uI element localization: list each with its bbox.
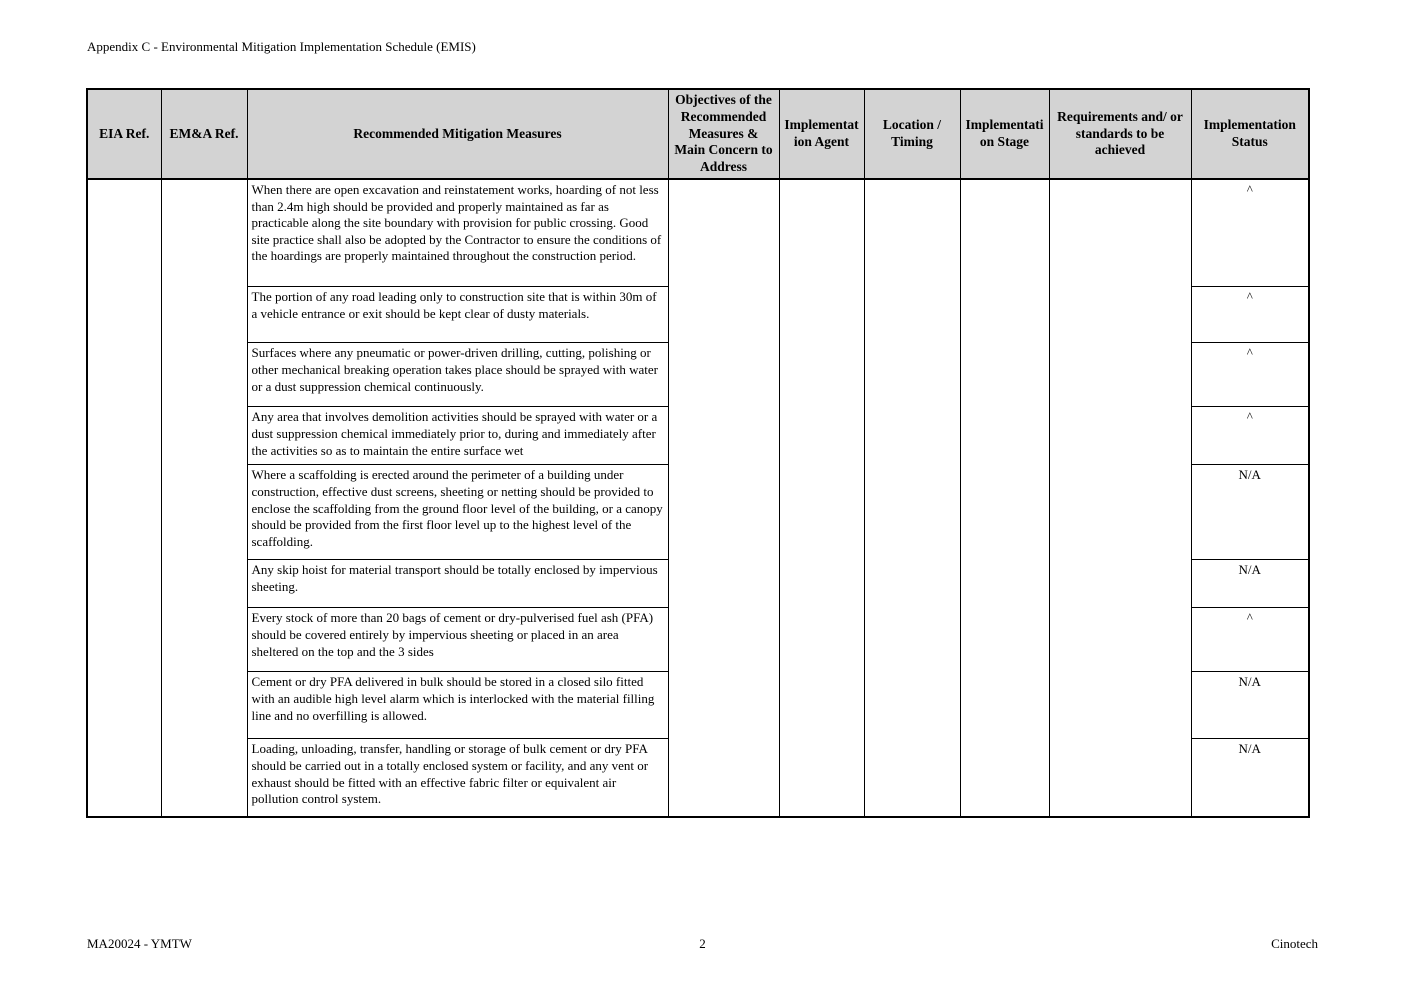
col-header-ema-ref: EM&A Ref. (161, 89, 247, 179)
header-row (87, 89, 1309, 179)
implementation-status-cell: ^ (1191, 179, 1309, 287)
col-header-location-timing: Location / Timing (864, 89, 960, 179)
location-timing-cell (864, 179, 960, 817)
mitigation-measure-cell: Cement or dry PFA delivered in bulk should be stored in a closed silo fitted with an audible high level alarm which is interlocked with the material filling line and no overfilling is allowed. (247, 672, 668, 739)
col-header-implementation-status: Implementation Status (1191, 89, 1309, 179)
implementation-status-cell: ^ (1191, 287, 1309, 343)
mitigation-measure-cell: Any skip hoist for material transport should be totally enclosed by impervious sheeting. (247, 560, 668, 608)
mitigation-measure-cell: Surfaces where any pneumatic or power-driven drilling, cutting, polishing or other mechanical breaking operation takes place should be sprayed with water or a dust suppression chemical continuously. (247, 343, 668, 407)
implementation-status-cell: ^ (1191, 407, 1309, 465)
implementation-status-cell: N/A (1191, 672, 1309, 739)
implementation-status-cell: N/A (1191, 739, 1309, 817)
mitigation-measure-cell: Any area that involves demolition activities should be sprayed with water or a dust suppression chemical immediately prior to, during and immediately after the activities so as to maintain the entire surface wet (247, 407, 668, 465)
col-header-eia-ref: EIA Ref. (87, 89, 161, 179)
requirements-cell (1049, 179, 1191, 817)
implementation-agent-cell (779, 179, 864, 817)
implementation-status-cell: ^ (1191, 343, 1309, 407)
page-footer (87, 936, 1318, 952)
mitigation-measure-cell: Where a scaffolding is erected around the perimeter of a building under construction, effective dust screens, sheeting or netting should be provided to enclose the scaffolding from the ground floor level of the building, or a canopy should be provided from the first floor level up to the highest level of the scaffolding. (247, 465, 668, 560)
mitigation-measure-cell: When there are open excavation and reinstatement works, hoarding of not less than 2.4m high should be provided and properly maintained as far as practicable along the site boundary with provision for public crossing. Good site practice shall also be adopted by the Contractor to ensure the conditions of the hoardings are properly maintained throughout the construction period. (247, 179, 668, 287)
footer-company: Cinotech (1271, 936, 1318, 951)
col-header-implementation-stage: Implementation Stage (960, 89, 1049, 179)
objectives-cell (668, 179, 779, 817)
footer-page-number: 2 (699, 936, 706, 951)
implementation-status-cell: N/A (1191, 560, 1309, 608)
eia-ref-cell (87, 179, 161, 817)
col-header-objectives: Objectives of the Recommended Measures & Main Concern to Address (668, 89, 779, 179)
footer-project-code: MA20024 - YMTW (87, 936, 192, 951)
table-body (87, 179, 1309, 817)
mitigation-measure-cell: Loading, unloading, transfer, handling or storage of bulk cement or dry PFA should be carried out in a totally enclosed system or facility, and any vent or exhaust should be fitted with an effective fabric filter or equivalent air pollution control system. (247, 739, 668, 817)
col-header-implementation-agent: Implementation Agent (779, 89, 864, 179)
col-header-recommended-mitigation-measures: Recommended Mitigation Measures (247, 89, 668, 179)
implementation-status-cell: ^ (1191, 608, 1309, 672)
mitigation-measure-cell: The portion of any road leading only to construction site that is within 30m of a vehicle entrance or exit should be kept clear of dusty materials. (247, 287, 668, 343)
mitigation-measure-cell: Every stock of more than 20 bags of cement or dry-pulverised fuel ash (PFA) should be covered entirely by impervious sheeting or placed in an area sheltered on the top and the 3 sides (247, 608, 668, 672)
ema-ref-cell (161, 179, 247, 817)
page-title: Appendix C - Environmental Mitigation Implementation Schedule (EMIS) (87, 39, 476, 54)
implementation-stage-cell (960, 179, 1049, 817)
table-row (87, 179, 1309, 287)
emis-table (86, 88, 1310, 818)
table-header (87, 89, 1309, 179)
col-header-requirements: Requirements and/ or standards to be achieved (1049, 89, 1191, 179)
implementation-status-cell: N/A (1191, 465, 1309, 560)
